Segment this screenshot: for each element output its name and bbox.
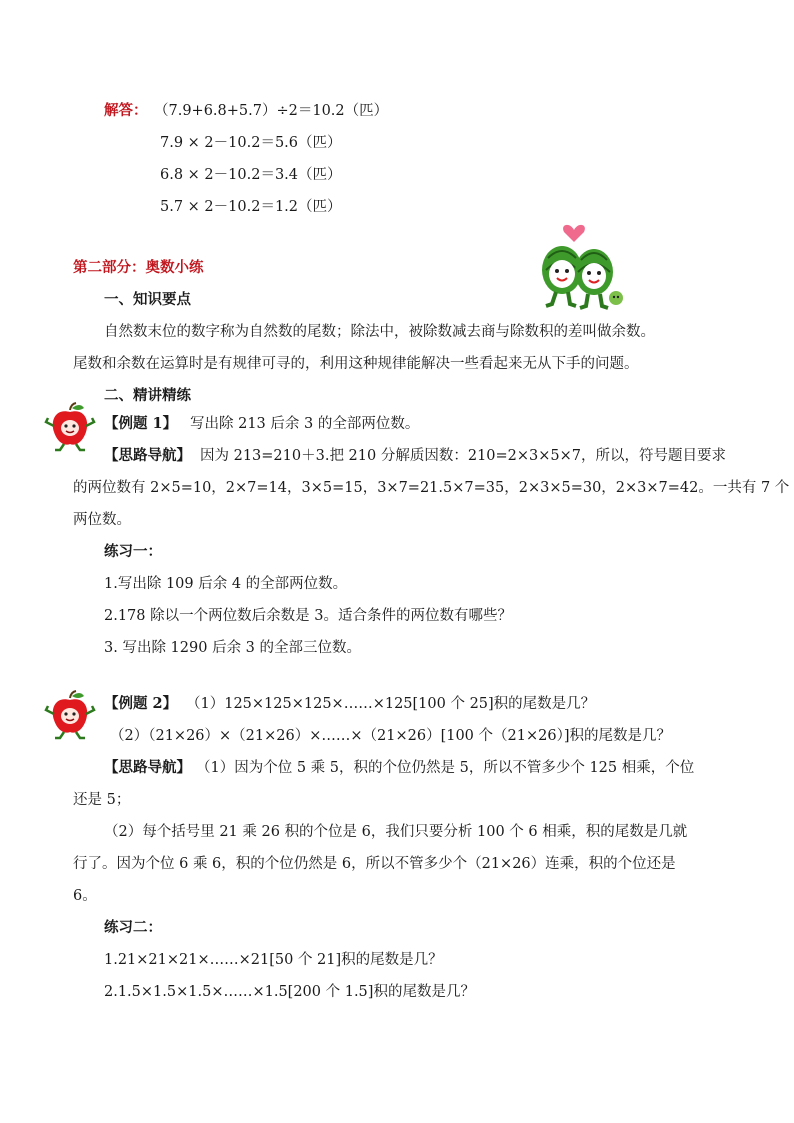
example2-guide-line-1: （1）因为个位 5 乘 5，积的个位仍然是 5，所以不管多少个 125 相乘，个位 — [196, 760, 695, 776]
answer-line-4: 5.7 × 2－10.2＝1.2（匹） — [160, 199, 342, 215]
example2-question-2: （2）（21×26）×（21×26）×……×（21×26）[100 个（21×26）]积的尾数是几？ — [110, 728, 671, 744]
apple-mascot-icon-2 — [44, 690, 96, 740]
knowledge-line-2: 尾数和余数在运算时是有规律可寻的，利用这种规律能解决一些看起来无从下手的问题。 — [73, 356, 639, 372]
example2-guide-label: 【思路导航】 — [104, 759, 191, 776]
example1-question: 写出除 213 后余 3 的全部两位数。 — [190, 416, 420, 432]
answer-line-3: 6.8 × 2－10.2＝3.4（匹） — [160, 167, 342, 183]
example2-guide-line-3: （2）每个括号里 21 乘 26 积的个位是 6，我们只要分析 100 个 6 相乘，积的尾数是几就 — [104, 824, 688, 840]
part2-title: 第二部分：奥数小练 — [73, 259, 204, 276]
practice-heading: 二、精讲精练 — [104, 387, 191, 404]
exercise1-item-2: 2.178 除以一个两位数后余数是 3。适合条件的两位数有哪些？ — [104, 608, 512, 624]
example1-guide-line-3: 两位数。 — [73, 512, 131, 528]
answer-line-2: 7.9 × 2－10.2＝5.6（匹） — [160, 135, 342, 151]
example1-label: 【例题 1】 — [104, 415, 178, 432]
exercise1-item-1: 1.写出除 109 后余 4 的全部两位数。 — [104, 576, 348, 592]
example1-guide-label: 【思路导航】 — [104, 447, 191, 464]
example2-guide-line-4: 行了。因为个位 6 乘 6，积的个位仍然是 6，所以不管多少个（21×26）连乘，积的个位还是 — [73, 856, 676, 872]
apple-mascot-icon — [44, 402, 96, 452]
answer-label: 解答： — [104, 102, 148, 119]
exercise2-heading: 练习二： — [104, 919, 162, 936]
example2-guide-line-2: 还是 5； — [73, 792, 131, 808]
exercise2-item-1: 1.21×21×21×……×21[50 个 21]积的尾数是几？ — [104, 952, 443, 968]
exercise1-heading: 练习一： — [104, 543, 162, 560]
example2-question-1: （1）125×125×125×……×125[100 个 25]积的尾数是几？ — [186, 696, 596, 712]
answer-line-1: （7.9+6.8+5.7）÷2＝10.2（匹） — [154, 103, 389, 119]
example1-guide-line-1: 因为 213=210＋3.把 210 分解质因数：210=2×3×5×7，所以，符号题目要求 — [200, 448, 727, 464]
knowledge-heading: 一、知识要点 — [104, 291, 191, 308]
knowledge-line-1: 自然数末位的数字称为自然数的尾数；除法中，被除数减去商与除数积的差叫做余数。 — [104, 324, 655, 340]
watermelon-mascots-icon — [536, 214, 626, 314]
exercise1-item-3: 3. 写出除 1290 后余 3 的全部三位数。 — [104, 640, 362, 656]
example1-guide-line-2: 的两位数有 2×5=10，2×7=14，3×5=15，3×7=21.5×7=35，2×3×5=30，2×3×7=42。一共有 7 个 — [73, 480, 790, 496]
exercise2-item-2: 2.1.5×1.5×1.5×……×1.5[200 个 1.5]积的尾数是几？ — [104, 984, 475, 1000]
example2-label: 【例题 2】 — [104, 695, 178, 712]
example2-guide-line-5: 6。 — [73, 888, 97, 904]
